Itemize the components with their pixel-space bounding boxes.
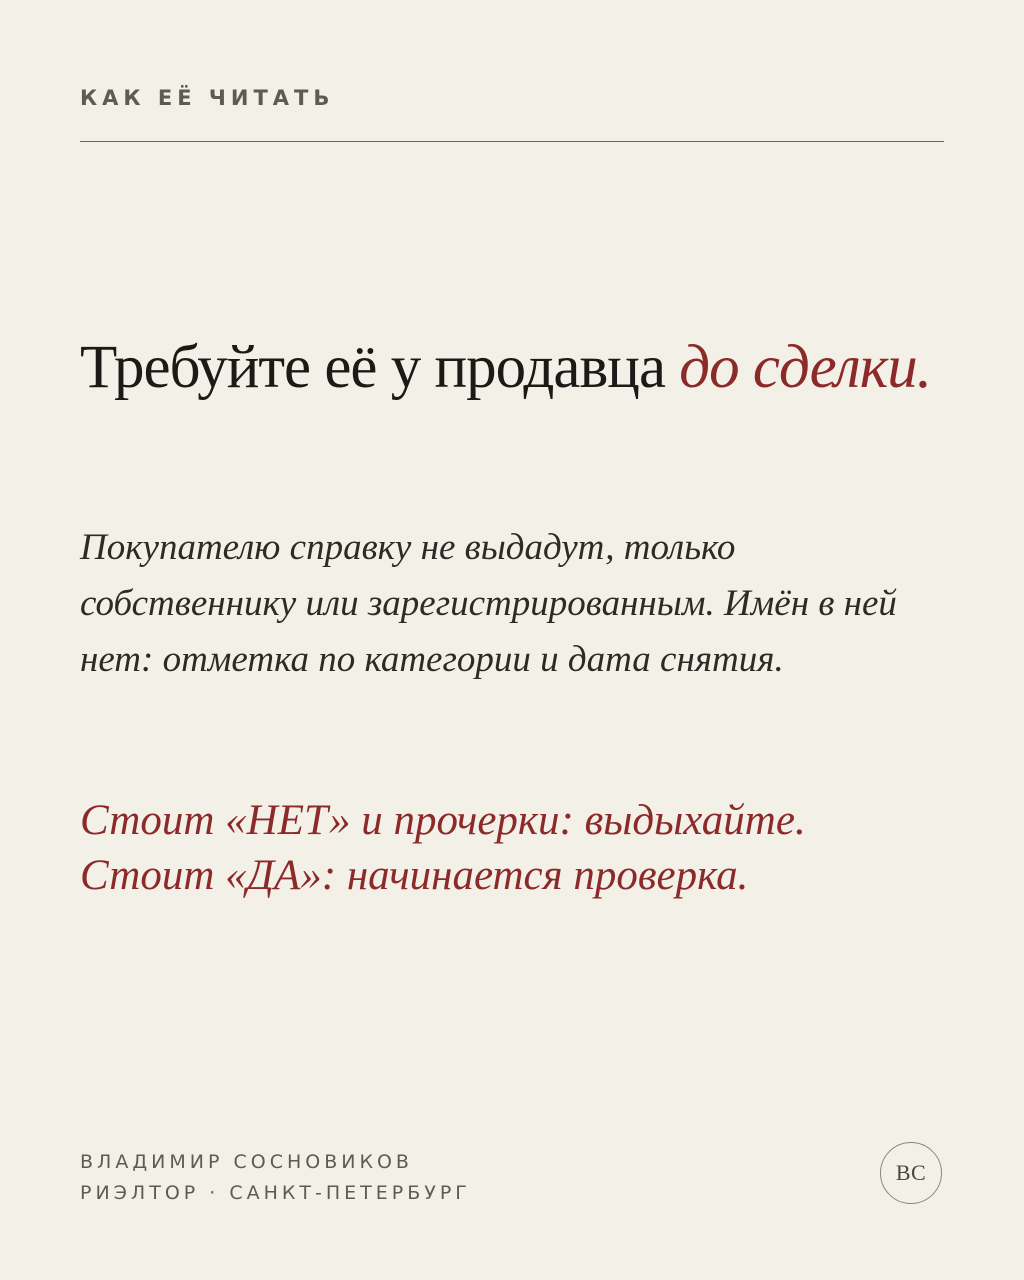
monogram-badge: ВС [880, 1142, 942, 1204]
author-role: РИЭЛТОР · САНКТ-ПЕТЕРБУРГ [80, 1182, 471, 1204]
author-block [80, 1147, 471, 1209]
divider [80, 141, 944, 142]
author-name: ВЛАДИМИР СОСНОВИКОВ [80, 1151, 413, 1173]
headline-accent: до сделки. [679, 334, 932, 401]
verdict-block [80, 793, 960, 903]
verdict-line-yes: Стоит «ДА»: начинается проверка. [80, 852, 749, 899]
section-eyebrow: КАК ЕЁ ЧИТАТЬ [80, 86, 335, 110]
verdict-line-no: Стоит «НЕТ» и прочерки: выдыхайте. [80, 797, 806, 844]
headline [80, 332, 940, 404]
headline-main: Требуйте её у продавца [80, 334, 680, 401]
body-paragraph: Покупателю справку не выдадут, только собственнику или зарегистрированным. Имён в ней нет: отметка по категории и дата снятия. [80, 527, 897, 680]
